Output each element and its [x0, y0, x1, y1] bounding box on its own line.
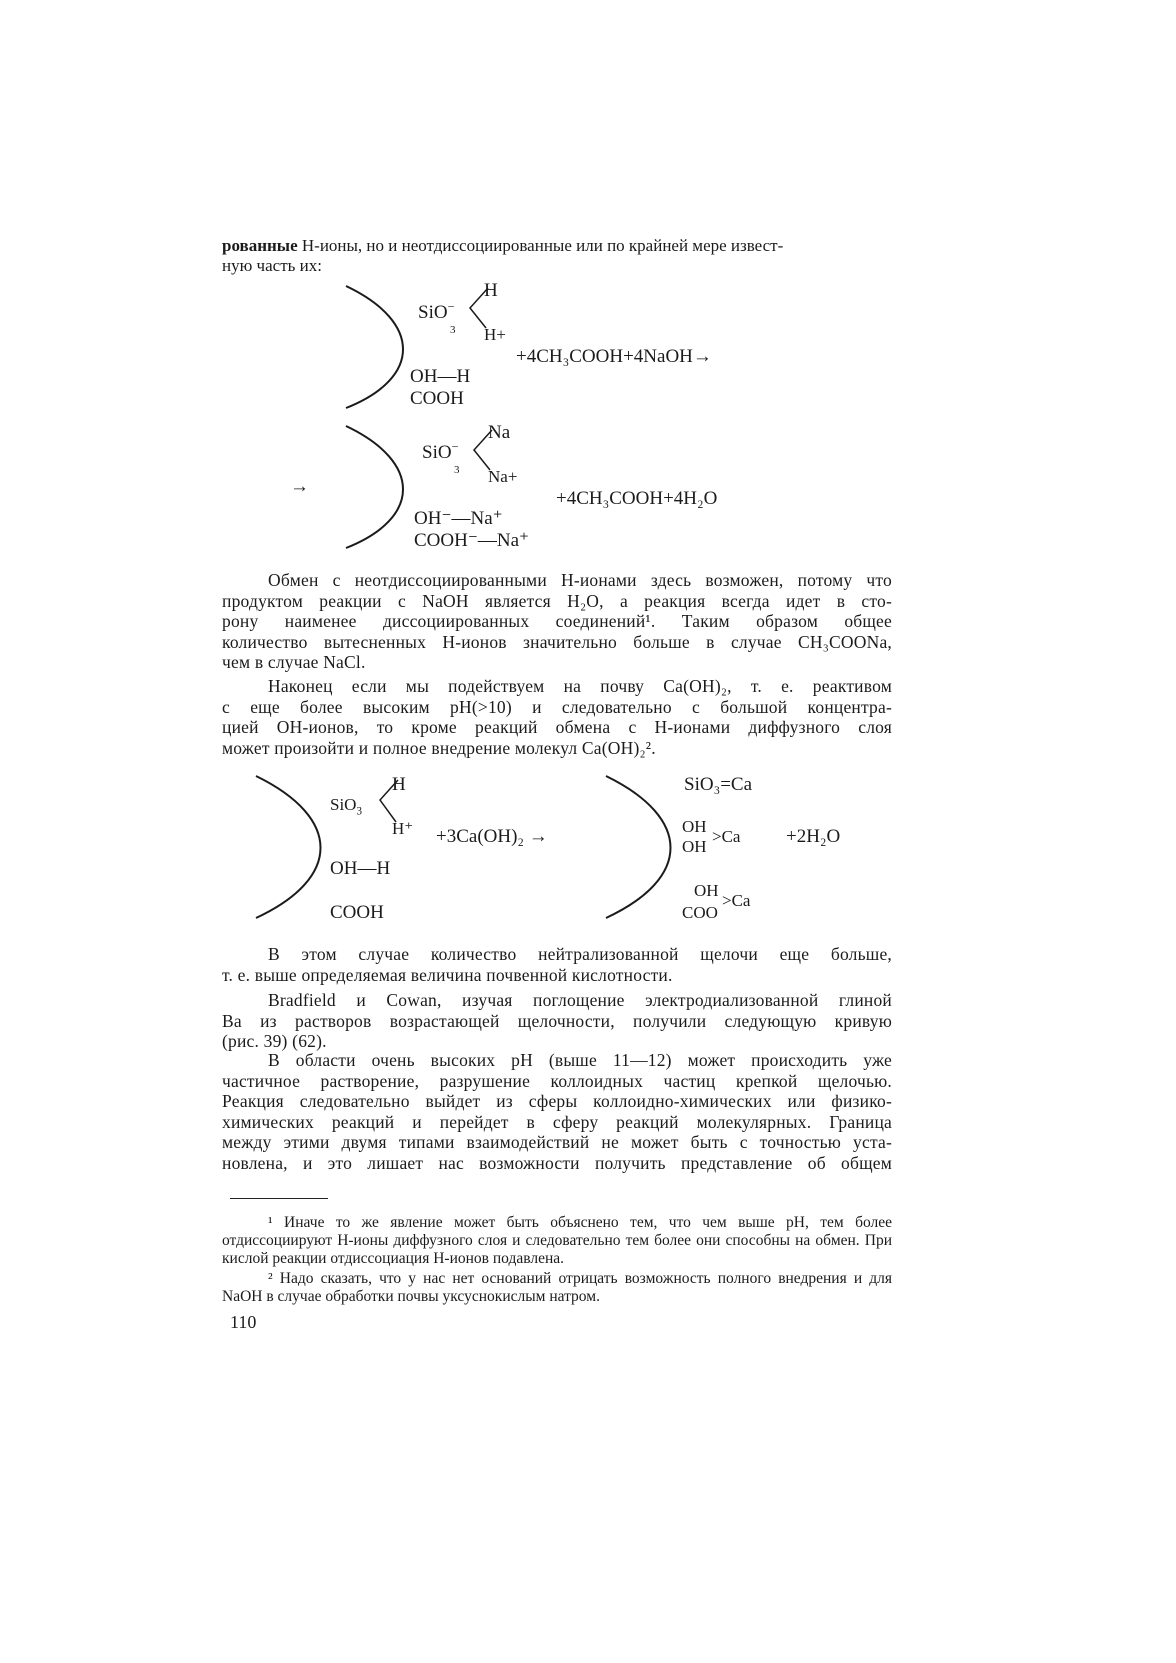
- p1-line: чем в случае NaCl.: [222, 652, 366, 672]
- r2-left-h-plus: H⁺: [392, 819, 414, 838]
- paragraph-2: [222, 676, 892, 758]
- r2-arrow: →: [528, 826, 548, 847]
- intro-line-2: ную часть их:: [222, 256, 322, 275]
- r1-left-cooh: COOH: [410, 388, 464, 409]
- r2-right-ca1: >Ca: [712, 827, 741, 846]
- r2-right-ca2: >Ca: [722, 891, 751, 910]
- r2-left-sio: SiO$_3$: [330, 795, 362, 818]
- p1-line: продуктом реакции с NaOH является H₂O, а реакция всегда идет в сто-: [222, 590, 892, 611]
- intro-bold-word: рованные: [222, 236, 298, 255]
- r2-left-oh: OH—H: [330, 858, 391, 879]
- r1-right-oh: OH⁻—Na⁺: [414, 508, 503, 529]
- r1-arrow-2: →: [290, 476, 309, 497]
- r1-right-na-plus: Na+: [488, 467, 518, 486]
- p2-line: цией ОН-ионов, то кроме реакций обмена с Н-ионами диффузного слоя: [222, 717, 892, 737]
- r2-right-oh-b: OH: [682, 837, 707, 856]
- p5-line: химических реакций и перейдет в сферу реакций молекулярных. Граница: [222, 1111, 892, 1132]
- r1-reagents: +4CH₃COOH+4NaOH→: [516, 346, 712, 367]
- r2-left-cooh: COOH: [330, 902, 384, 923]
- paragraph-4: [222, 990, 892, 1052]
- r2-right-line1: SiO₃=Ca: [684, 774, 753, 795]
- page-number: 110: [230, 1312, 257, 1332]
- p5-line: между этими двумя типами взаимодействий не может быть с точностью уста-: [222, 1132, 892, 1152]
- colloid-arc-4: [600, 772, 690, 922]
- r2-right-oh-c: OH: [694, 881, 719, 900]
- r1-left-h-top: H: [484, 280, 498, 301]
- r1-right-sio-sub: 3: [454, 464, 460, 476]
- p3-line: В этом случае количество нейтрализованной щелочи еще больше,: [268, 944, 892, 964]
- paragraph-5: [222, 1050, 892, 1173]
- p2-line: Наконец если мы подействуем на почву Ca(OH)₂, т. е. реактивом: [268, 676, 892, 696]
- paragraph-1: [222, 570, 892, 673]
- r2-right-coo: COO: [682, 903, 718, 922]
- p1-line: рону наименее диссоциированных соединений¹. Таким образом общее: [222, 611, 892, 631]
- r2-products: +2H₂O: [786, 826, 841, 847]
- r1-right-cooh: COOH⁻—Na⁺: [414, 530, 530, 551]
- p2-line: может произойти и полное внедрение молекул Ca(OH)₂².: [222, 737, 656, 758]
- p4-line: Ba из растворов возрастающей щелочности, получили следующую кривую: [222, 1010, 892, 1031]
- r1-left-oh: OH—H: [410, 366, 471, 387]
- footnote-2: ² Надо сказать, что у нас нет оснований отрицать возможность полного внедрения и для NaOH в случае обработки почвы уксуснокислым натром.: [222, 1270, 892, 1305]
- p5-line: частичное растворение, разрушение коллоидных частиц крепкой щелочью.: [222, 1070, 892, 1091]
- p4-line: (рис. 39) (62).: [222, 1031, 327, 1051]
- r1-left-h-plus: H+: [484, 325, 506, 344]
- r1-arrow-1: →: [692, 346, 712, 367]
- p3-line: т. е. выше определяемая величина почвенной кислотности.: [222, 964, 673, 985]
- footnote-1: ¹ Иначе то же явление может быть объяснено тем, что чем выше pH, тем более отдиссоциируют Н-ионы диффузного слоя и следовательно тем более они способны на обмен. При кислой реакции отдиссоциация Н-ионов подавлена.: [222, 1214, 892, 1267]
- r2-right-oh-a: OH: [682, 817, 707, 836]
- p5-line: новлена, и это лишает нас возможности получить представление об общем: [222, 1152, 892, 1173]
- p4-line: Bradfield и Cowan, изучая поглощение электродиализованной глиной: [268, 990, 892, 1010]
- paragraph-3: [222, 944, 892, 985]
- p5-line: В области очень высоких pH (выше 11—12) может происходить уже: [268, 1050, 892, 1070]
- footnote-divider: [230, 1198, 328, 1199]
- r2-reagents: +3Ca(OH)₂ →: [436, 826, 548, 847]
- r1-right-sio: SiO−: [422, 439, 459, 463]
- colloid-arc-1: [340, 282, 420, 412]
- intro-line-1: [222, 236, 892, 256]
- p1-line: Обмен с неотдиссоциированными Н-ионами здесь возможен, потому что: [268, 570, 892, 590]
- colloid-arc-3: [250, 772, 340, 922]
- p2-line: с еще более высоким pH(>10) и следовательно с большой концентра-: [222, 696, 892, 717]
- p1-line: количество вытесненных Н-ионов значительно больше в случае CH₃COONa,: [222, 631, 892, 652]
- r1-products: +4CH₃COOH+4H₂O: [556, 488, 718, 509]
- colloid-arc-2: [340, 422, 420, 552]
- r1-left-sio-sub: 3: [450, 324, 456, 336]
- r1-left-sio: SiO−: [418, 299, 455, 323]
- p5-line: Реакция следовательно выйдет из сферы коллоидно-химических или физико-: [222, 1091, 892, 1111]
- r2-left-h-top: H: [392, 774, 406, 795]
- intro-line-1-rest: Н-ионы, но и неотдиссоциированные или по крайней мере извест-: [297, 236, 784, 255]
- r1-right-na-top: Na: [488, 422, 511, 443]
